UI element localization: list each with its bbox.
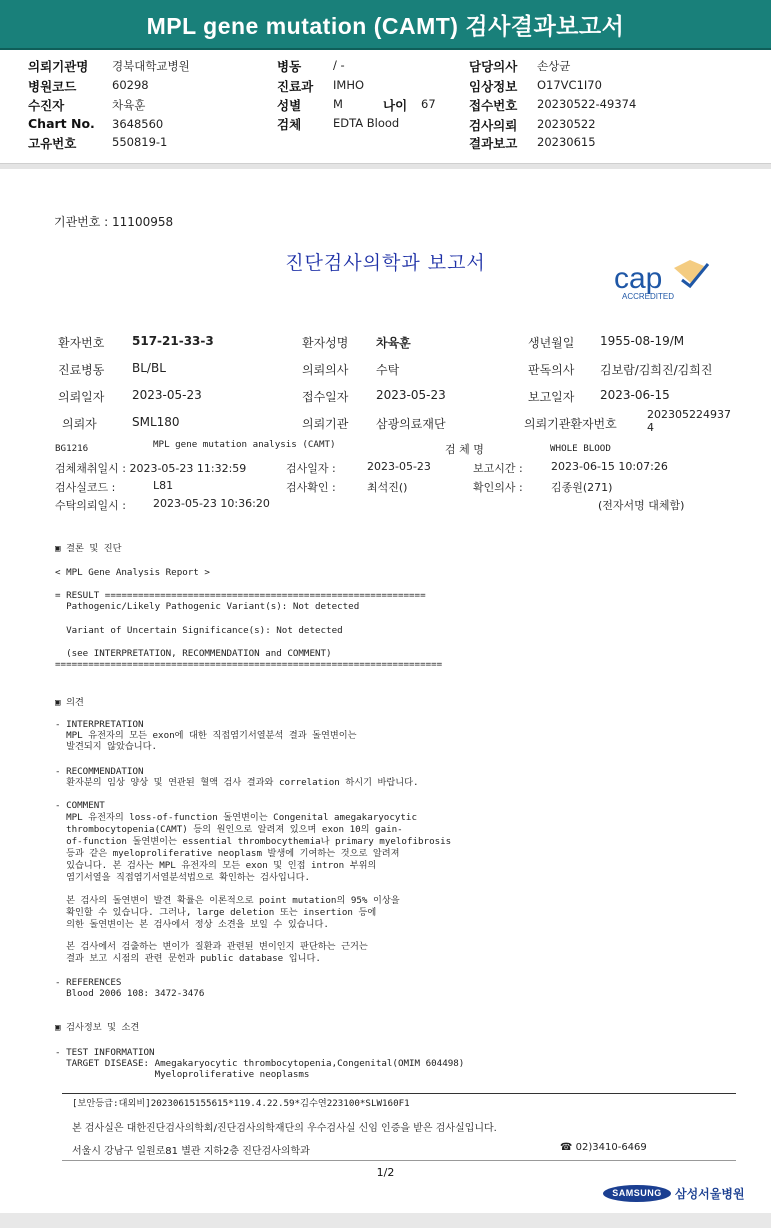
report-line: < MPL Gene Analysis Report >	[55, 567, 210, 578]
section-heading: ▣ 결론 및 진단	[55, 543, 122, 554]
meta-value: 20230522	[537, 117, 596, 131]
cap-logo-subtext: ACCREDITED	[622, 292, 675, 301]
info-line: TARGET DISEASE: Amegakaryocytic thrombocytopenia,Congenital(OMIM 604498)	[55, 1058, 465, 1069]
lab-code-label: 검사실코드 :	[55, 481, 116, 494]
request-time-label: 수탁의뢰일시 :	[55, 499, 126, 512]
patient-value: 수탁	[376, 363, 400, 377]
lab-code-value: L81	[153, 479, 174, 492]
patient-label: 의뢰기관	[302, 417, 349, 431]
test-name: MPL gene mutation analysis (CAMT)	[153, 439, 336, 450]
meta-value: 550819-1	[112, 135, 168, 149]
meta-label: 검사의뢰	[469, 118, 518, 133]
meta-value: EDTA Blood	[333, 116, 400, 130]
meta-label: 임상정보	[469, 79, 518, 94]
report-time-value: 2023-06-15 10:07:26	[551, 460, 668, 473]
meta-label: 나이	[383, 98, 408, 113]
opinion-line: 본 검사의 돌연변이 발견 확률은 이론적으로 point mutation의 95% 이상을	[55, 895, 400, 906]
meta-label: 담당의사	[469, 59, 518, 74]
meta-label: 병동	[277, 59, 302, 74]
report-line: (see INTERPRETATION, RECOMMENDATION and COMMENT)	[55, 648, 332, 659]
section-divider	[0, 163, 771, 169]
opinion-line: - REFERENCES	[55, 977, 122, 988]
confirm-doctor-value: 김종원(271)	[551, 481, 613, 494]
report-header: MPL gene mutation (CAMT) 검사결과보고서	[0, 0, 771, 48]
opinion-line: - RECOMMENDATION	[55, 766, 144, 777]
patient-value: 차육훈	[376, 336, 411, 350]
section-heading: ▣ 검사정보 및 소견	[55, 1022, 140, 1033]
meta-value: 경북대학교병원	[112, 59, 190, 73]
address-text: 서울시 강남구 일원로81 별관 지하2층 진단검사의학과	[72, 1146, 310, 1157]
patient-label: 생년월일	[528, 336, 575, 350]
exam-check-label: 검사확인 :	[286, 481, 336, 494]
samsung-logo: SAMSUNG	[603, 1185, 671, 1202]
test-code: BG1216	[55, 443, 89, 454]
patient-value: SML180	[132, 415, 180, 429]
opinion-line: - INTERPRETATION	[55, 719, 144, 730]
patient-label: 의뢰일자	[58, 390, 105, 404]
specimen-value: WHOLE BLOOD	[550, 443, 611, 454]
info-line: - TEST INFORMATION	[55, 1047, 155, 1058]
opinion-line: 의한 돌연변이는 본 검사에서 정상 소견을 보일 수 있습니다.	[55, 919, 329, 930]
report-line: Variant of Uncertain Significance(s): Not detected	[55, 625, 343, 636]
patient-value: 김보람/김희진/김희진	[600, 363, 713, 377]
report-line: Pathogenic/Likely Pathogenic Variant(s): Not detected	[55, 601, 360, 612]
meta-value: 67	[421, 97, 436, 111]
opinion-line: 염기서열을 직접염기서열분석법으로 확인하는 검사입니다.	[55, 872, 311, 883]
patient-label: 진료병동	[58, 363, 105, 377]
info-line: Myeloproliferative neoplasms	[55, 1069, 310, 1080]
patient-value: 2023-06-15	[600, 388, 670, 402]
meta-value: 손상균	[537, 59, 571, 73]
opinion-line: Blood 2006 108: 3472-3476	[55, 988, 205, 999]
meta-label: 결과보고	[469, 136, 518, 151]
opinion-line: - COMMENT	[55, 800, 105, 811]
specimen-label: 검 체 명	[445, 443, 484, 456]
patient-value: 202305224937	[647, 408, 731, 421]
patient-value: 1955-08-19/M	[600, 334, 685, 348]
report-time-label: 보고시간 :	[473, 462, 523, 475]
footer-divider	[62, 1093, 736, 1094]
meta-value: 3648560	[112, 117, 164, 131]
page-number: 1/2	[376, 1166, 395, 1179]
opinion-line: MPL 유전자의 loss-of-function 돌연변이는 Congenital amegakaryocytic	[55, 812, 417, 823]
patient-value: 2023-05-23	[376, 388, 446, 402]
patient-label: 의뢰자	[62, 417, 97, 431]
opinion-line: 등과 같은 myeloproliferative neoplasm 발생에 기여하는 것으로 알려져	[55, 848, 400, 859]
institution-number: 기관번호 : 11100958	[54, 215, 174, 229]
cap-logo-text: cap	[614, 262, 663, 295]
meta-value: / -	[333, 58, 345, 72]
header-divider	[0, 48, 771, 50]
certification-text: 본 검사실은 대한진단검사의학회/진단검사의학재단의 우수검사실 신임 인증을 받은 검사실입니다.	[72, 1123, 497, 1134]
meta-label: Chart No.	[28, 116, 95, 131]
exam-check-value: 최석진()	[367, 481, 408, 494]
meta-value: 20230615	[537, 135, 596, 149]
report-title: 진단검사의학과 보고서	[285, 252, 486, 274]
patient-label: 보고일자	[528, 390, 575, 404]
patient-label: 환자성명	[302, 336, 349, 350]
opinion-line: 확인할 수 있습니다. 그러나, large deletion 또는 insertion 등에	[55, 907, 377, 918]
patient-value: 삼광의료재단	[376, 417, 446, 431]
patient-label: 의뢰의사	[302, 363, 349, 377]
opinion-line: of-function 돌연변이는 essential thrombocythemia나 primary myelofibrosis	[55, 836, 452, 847]
meta-value: 차육훈	[112, 98, 146, 112]
report-line: ======================================================================	[55, 659, 443, 670]
patient-value: 4	[647, 421, 654, 434]
footer-divider	[62, 1160, 736, 1161]
opinion-line: 발견되지 않았습니다.	[55, 741, 158, 752]
patient-value: BL/BL	[132, 361, 166, 375]
report-line: = RESULT ==========================================================	[55, 590, 426, 601]
exam-date-value: 2023-05-23	[367, 460, 431, 473]
meta-value: M	[333, 97, 343, 111]
opinion-line: 결과 보고 시점의 관련 문헌과 public database 입니다.	[55, 953, 321, 964]
patient-value: 2023-05-23	[132, 388, 202, 402]
meta-value: 60298	[112, 78, 149, 92]
opinion-line: 환자분의 임상 양상 및 연관된 혈액 검사 결과와 correlation 하시기 바랍니다.	[55, 777, 419, 788]
patient-label: 환자번호	[58, 336, 105, 350]
opinion-line: 있습니다. 본 검사는 MPL 유전자의 모든 exon 및 인접 intron 부위의	[55, 860, 377, 871]
meta-value: 20230522-49374	[537, 97, 637, 111]
hospital-name-logo: 삼성서울병원	[675, 1187, 745, 1201]
collection-time: 검체채취일시 : 2023-05-23 11:32:59	[55, 462, 247, 475]
phone-text: ☎ 02)3410-6469	[560, 1142, 647, 1153]
section-heading: ▣ 의견	[55, 697, 84, 708]
opinion-line: thrombocytopenia(CAMT) 등의 원인으로 알려져 있으며 exon 10의 gain-	[55, 824, 403, 835]
exam-date-label: 검사일자 :	[286, 462, 336, 475]
e-signature-note: (전자서명 대체함)	[598, 499, 685, 512]
meta-label: 성별	[277, 98, 302, 113]
patient-label: 판독의사	[528, 363, 575, 377]
opinion-line: 본 검사에서 검출하는 변이가 질환과 관련된 변이인지 판단하는 근거는	[55, 941, 368, 952]
meta-label: 접수번호	[469, 98, 518, 113]
patient-label: 의뢰기관환자번호	[524, 417, 617, 431]
meta-value: O17VC1I70	[537, 78, 602, 92]
meta-label: 수진자	[28, 98, 65, 113]
meta-label: 병원코드	[28, 79, 77, 94]
meta-label: 검체	[277, 117, 302, 132]
meta-label: 의뢰기관명	[28, 59, 89, 74]
patient-label: 접수일자	[302, 390, 349, 404]
page-bottom-band	[0, 1213, 771, 1228]
patient-value: 517-21-33-3	[132, 334, 214, 348]
security-line: [보안등급:대외비]20230615155615*119.4.22.59*김수연223100*SLW160F1	[72, 1098, 410, 1109]
meta-value: IMHO	[333, 78, 365, 92]
request-time-value: 2023-05-23 10:36:20	[153, 497, 270, 510]
meta-label: 고유번호	[28, 136, 77, 151]
meta-label: 진료과	[277, 79, 314, 94]
opinion-line: MPL 유전자의 모든 exon에 대한 직접염기서열분석 결과 돌연변이는	[55, 730, 357, 741]
cap-accredited-logo	[612, 258, 712, 302]
confirm-doctor-label: 확인의사 :	[473, 481, 523, 494]
